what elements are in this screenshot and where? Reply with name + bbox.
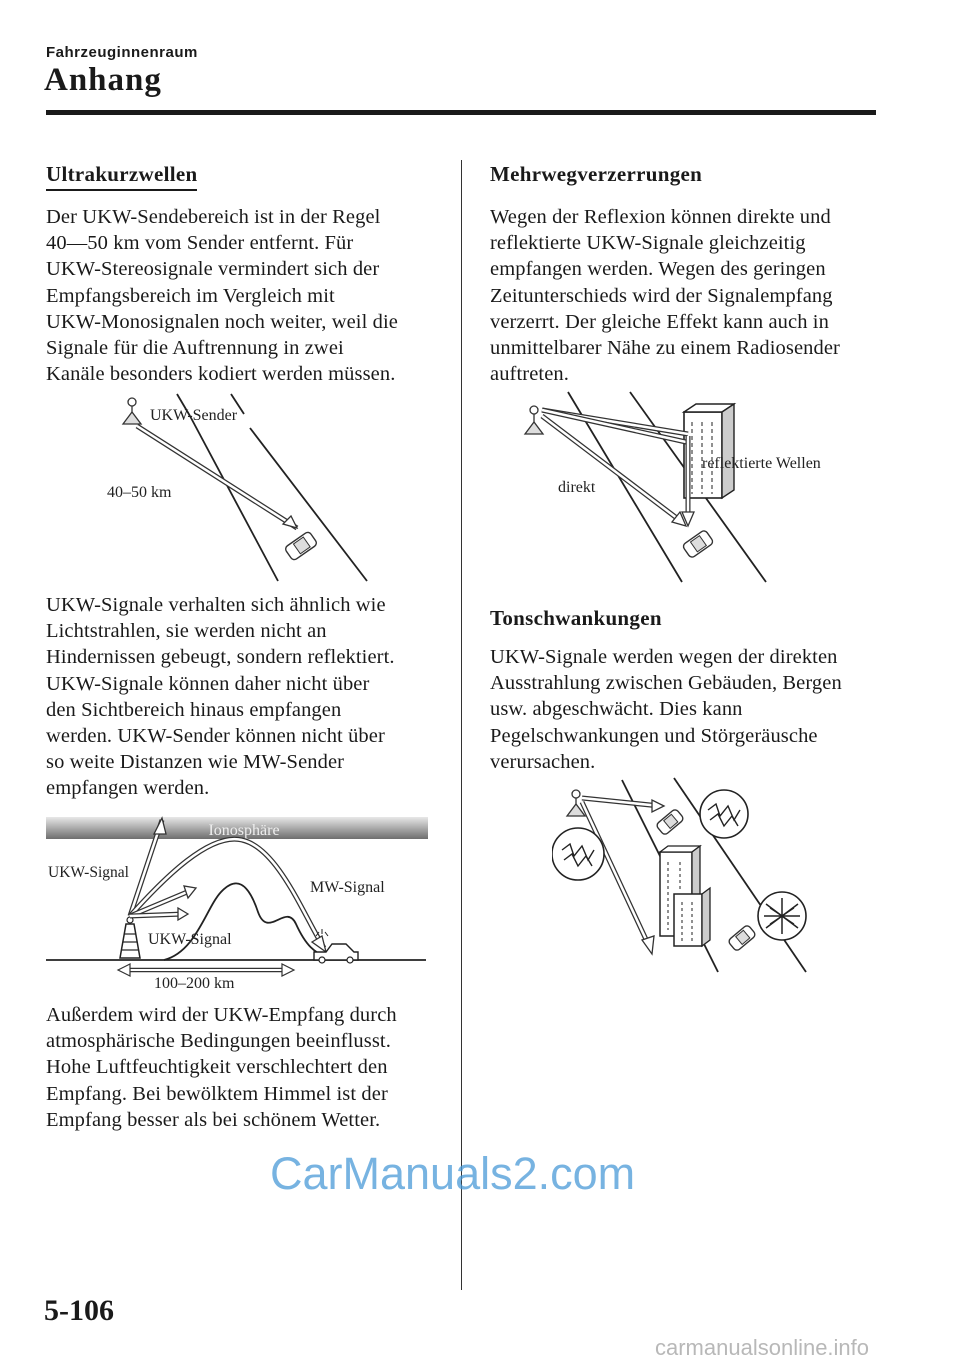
paragraph-atmosphere: Außerdem wird der UKW-Empfang durch atmosphärische Bedingungen beeinflusst. Hohe Luftfeuchtigkeit verschlechtert den Empfang. Bei bewölktem Himmel ist der Empfang besser als bei schönem Wetter. — [46, 1004, 397, 1131]
signal-arrows — [542, 410, 694, 526]
noise-bubble-icon — [552, 828, 604, 880]
label-direct: direkt — [558, 479, 596, 496]
range-boundary-line — [250, 428, 367, 581]
paragraph-ukw-behaviour: UKW-Signale verhalten sich ähnlich wie Lichtstrahlen, sie werden nicht an Hindernissen gebeugt, sondern reflektiert. UKW-Signale können daher nicht über den Sichtbereich hinaus empfangen werden. UKW-Sender können nicht über so weite Distanzen wie MW-Sender empfangen werden. — [46, 594, 395, 800]
header-rule — [46, 110, 876, 115]
figure-multipath — [512, 386, 842, 586]
range-boundary-line — [190, 416, 278, 581]
column-divider — [461, 160, 462, 1290]
car-icon — [682, 529, 714, 558]
heading-mehrwegverzerrungen: Mehrwegverzerrungen — [490, 162, 703, 186]
car-icon — [728, 924, 757, 951]
label-distance-100-200: 100–200 km — [154, 975, 235, 992]
section-label: Fahrzeuginnenraum — [46, 44, 198, 61]
watermark-brand: CarManuals2.com — [270, 1148, 636, 1199]
label-mw-signal: MW-Signal — [310, 879, 385, 896]
figure-ionosphere — [46, 812, 428, 994]
heading-tonschwankungen: Tonschwankungen — [490, 606, 662, 630]
heading-ultrakurzwellen: Ultrakurzwellen — [46, 162, 197, 191]
label-ukw-signal-top: UKW-Signal — [48, 864, 129, 881]
paragraph-ukw-range: Der UKW-Sendebereich ist in der Regel 40―50 km vom Sender entfernt. Für UKW-Stereosignale vermindert sich der Empfangsbereich im Vergleich mit UKW-Monosignalen noch weiter, weil die Signale für die Auftrennung in zwei Kanäle besonders kodiert werden müssen. — [46, 206, 398, 386]
car-icon — [656, 808, 685, 835]
building-icon — [660, 846, 710, 946]
label-ionosphere: Ionosphäre — [208, 822, 280, 839]
label-distance-40-50: 40–50 km — [107, 484, 172, 501]
radio-tower-icon — [120, 917, 140, 958]
label-ukw-signal-bottom: UKW-Signal — [148, 931, 232, 948]
car-icon — [284, 531, 318, 561]
signal-arrows — [582, 798, 664, 954]
antenna-tower-icon — [525, 406, 543, 434]
watermark-site: carmanualsonline.info — [655, 1335, 870, 1360]
paragraph-fluctuations: UKW-Signale werden wegen der direkten Ausstrahlung zwischen Gebäuden, Bergen usw. abgeschwächt. Dies kann Pegelschwankungen und Störgeräusche verursachen. — [490, 646, 842, 773]
chapter-title: Anhang — [44, 62, 162, 98]
label-ukw-sender: UKW-Sender — [150, 407, 238, 424]
page-number: 5-106 — [44, 1294, 114, 1327]
noise-bubble-icon — [700, 790, 748, 838]
figure-fading — [552, 776, 812, 978]
figure-ukw-range — [95, 388, 395, 588]
noise-bubble-icon — [758, 892, 806, 940]
antenna-tower-icon — [123, 398, 141, 424]
label-reflected-waves: reflektierte Wellen — [702, 455, 821, 472]
building-icon — [684, 404, 734, 498]
paragraph-multipath: Wegen der Reflexion können direkte und reflektierte UKW-Signale gleichzeitig empfangen werden. Wegen des geringen Zeitunterschieds wird der Signalempfang verzerrt. Der gleiche Effekt kann auch in unmittelbarer Nähe zu einem Radiosender auftreten. — [490, 206, 840, 386]
